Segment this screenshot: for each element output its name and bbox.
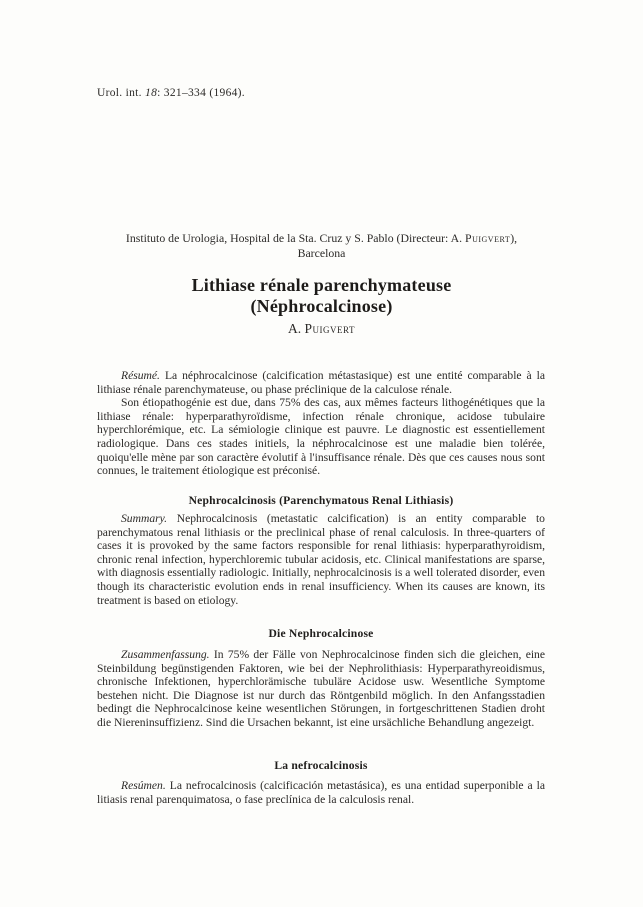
section-resumen-spanish: [97, 779, 545, 806]
journal-name: Urol. int.: [97, 87, 146, 99]
institute-city: Barcelona: [297, 245, 346, 260]
paragraph: Summary. Nephrocalcinosis (metastatic calcification) is an entity comparable to parenchymatous renal lithiasis or the preclinical phase of renal calculosis. In three-quarters of cases it is provoked by the same factors responsible for renal lithiasis: hyperparathyroidism, chronic renal infection, hyperchloremic tubular acidosis, etc. Clinical manifestations are sparse, with diagnosis essentially radiologic. Initially, nephrocalcinosis is a well tolerated disorder, even though its characteristic evolution ends in renal insufficiency. When its causes are known, its treatment is based on etiology.: [97, 512, 545, 607]
section-lead: Résumé.: [121, 369, 160, 382]
section-heading-spanish: La nefrocalcinosis: [274, 759, 368, 772]
section-lead: Resúmen.: [121, 779, 166, 792]
journal-volume: 18: [145, 87, 158, 99]
section-summary-english: [97, 512, 545, 607]
section-lead: Summary.: [121, 512, 168, 525]
paragraph: Resúmen. La nefrocalcinosis (calcificación metastásica), es una entidad superponible a la litiasis renal parenquimatosa, o fase preclínica de la calculosis renal.: [97, 779, 545, 806]
article-title-line2: (Néphrocalcinose): [250, 295, 393, 316]
director-name: Puigvert: [465, 231, 511, 245]
journal-pages-year: : 321–334 (1964).: [157, 87, 245, 99]
article-title-line1: Lithiase rénale parenchymateuse: [191, 275, 452, 295]
article-title: [0, 275, 643, 316]
institute-affiliation: [0, 231, 643, 260]
section-heading-english: Nephrocalcinosis (Parenchymatous Renal Lithiasis): [188, 494, 454, 507]
paragraph: Son étiopathogénie est due, dans 75% des cas, aux mêmes facteurs lithogénétiques que la lithiase rénale: hyperparathyroïdisme, infection rénale chronique, acidose tubulaire hyperchlorémique, etc. La sémiologie clinique est pauvre. Le diagnostic est essentiellement radiologique. Dans ces stades initiels, la néphrocalcinose est une maladie bien tolérée, quoiqu'elle mène par son caractère évolutif à l'insuffisance rénale. Dès que ces causes nous sont connues, le traitement étiologique est préconisé.: [97, 396, 545, 478]
author-initials: A.: [288, 321, 305, 336]
paragraph: Zusammenfassung. In 75% der Fälle von Nephrocalcinose finden sich die gleichen, eine Steinbildung begünstigenden Faktoren, wie bei der Nephrolithiasis: Hyperparathyreoidismus, chronische Infektionen, hyperchlorämische tubuläre Acidose usw. Wesentliche Symptome bestehen nicht. Die Diagnose ist nur durch das Röntgenbild möglich. In den Anfangsstadien bedingt die Nephrocalcinose keine wesentlichen Störungen, in fortgeschrittenen Stadien droht die Niereninsuffizienz. Sind die Ursachen bekannt, ist eine ursächliche Behandlung angezeigt.: [97, 648, 546, 729]
journal-reference: [97, 87, 245, 99]
institute-line1: Instituto de Urologia, Hospital de la Sta. Cruz y S. Pablo (Directeur: A. Puigvert),: [125, 231, 518, 245]
section-zusammenfassung-german: [97, 648, 545, 730]
section-lead: Zusammenfassung.: [121, 648, 210, 661]
section-resume-french: [97, 369, 545, 478]
author-surname: Puigvert: [304, 321, 355, 336]
paragraph: Résumé. La néphrocalcinose (calcification métastasique) est une entité comparable à la lithiase rénale parenchymateuse, ou phase préclinique de la calculose rénale.: [97, 369, 545, 396]
author-name: [0, 321, 643, 337]
section-heading-german: Die Nephrocalcinose: [268, 627, 374, 640]
